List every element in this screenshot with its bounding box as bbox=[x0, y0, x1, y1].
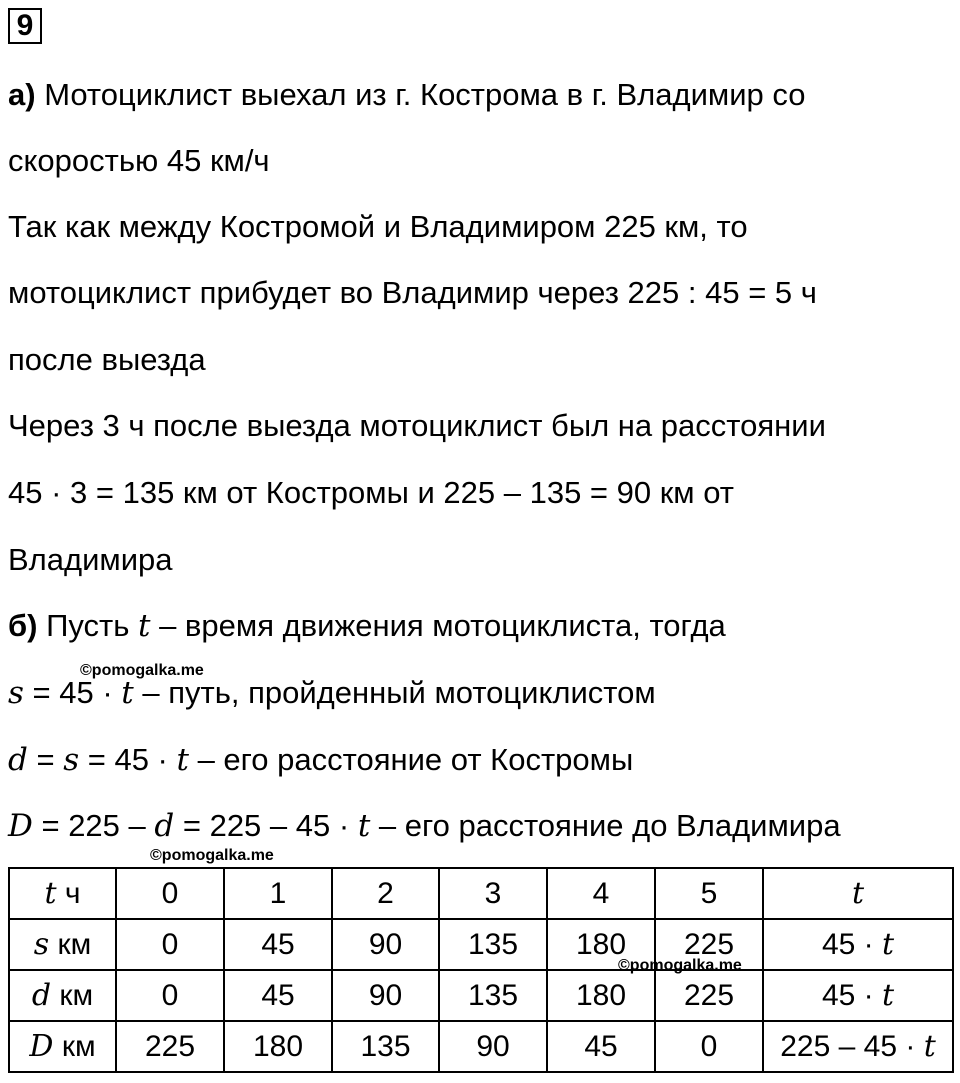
formula-text: 225 – 45 · bbox=[780, 1030, 924, 1063]
row-header bbox=[9, 919, 116, 970]
table-cell: 135 bbox=[332, 1021, 439, 1072]
table-cell: 90 bbox=[332, 919, 439, 970]
table-cell-formula bbox=[763, 1021, 953, 1072]
row-unit: ч bbox=[56, 877, 81, 910]
table-cell: 180 bbox=[547, 970, 655, 1021]
table-row bbox=[9, 919, 953, 970]
table-cell: 225 bbox=[116, 1021, 224, 1072]
row-header bbox=[9, 1021, 116, 1072]
var-t: t bbox=[881, 978, 895, 1013]
row-unit: км bbox=[51, 979, 94, 1012]
part-a-line-1 bbox=[8, 75, 805, 115]
var-d: d bbox=[154, 808, 175, 844]
var-D: D bbox=[8, 808, 33, 844]
row-var: t bbox=[44, 876, 57, 911]
task-number-badge: 9 bbox=[8, 8, 42, 44]
table-cell: 1 bbox=[224, 868, 332, 919]
var-t: t bbox=[121, 675, 134, 711]
table-cell: 3 bbox=[439, 868, 547, 919]
row-unit: км bbox=[53, 1030, 96, 1063]
row-header bbox=[9, 868, 116, 919]
formula-text: 45 · bbox=[821, 979, 882, 1012]
watermark: ©pomogalka.me bbox=[618, 957, 742, 974]
eq-text: = bbox=[27, 742, 64, 777]
table-row bbox=[9, 1021, 953, 1072]
table-cell: 4 bbox=[547, 868, 655, 919]
part-a-line-3: Так как между Костромой и Владимиром 225 км, то bbox=[8, 209, 748, 244]
eq-text: – его расстояние от Костромы bbox=[188, 742, 634, 777]
row-var: D bbox=[29, 1029, 54, 1064]
table-cell: 0 bbox=[655, 1021, 763, 1072]
table-cell: 0 bbox=[116, 919, 224, 970]
values-table bbox=[8, 867, 954, 1073]
var-t: t bbox=[176, 742, 189, 778]
table-cell: 90 bbox=[439, 1021, 547, 1072]
part-a-marker: а) bbox=[8, 77, 36, 112]
var-t: t bbox=[851, 876, 865, 911]
var-t: t bbox=[881, 927, 895, 962]
row-var: d bbox=[31, 978, 52, 1013]
var-s: s bbox=[63, 742, 80, 778]
eq-text: – путь, пройденный мотоциклистом bbox=[133, 675, 656, 710]
equation-d bbox=[8, 740, 633, 780]
part-a-line-7: 45 · 3 = 135 км от Костромы и 225 – 135 = 90 км от bbox=[8, 475, 734, 510]
table-cell: 225 bbox=[655, 970, 763, 1021]
row-unit: км bbox=[49, 928, 92, 961]
equation-s bbox=[8, 673, 656, 713]
table-cell: 135 bbox=[439, 970, 547, 1021]
table-cell: 135 bbox=[439, 919, 547, 970]
table-cell: 0 bbox=[116, 970, 224, 1021]
table-cell-formula bbox=[763, 868, 953, 919]
table-cell-formula bbox=[763, 919, 953, 970]
var-t: t bbox=[357, 808, 371, 844]
part-b-intro-post: – время движения мотоциклиста, тогда bbox=[150, 608, 726, 643]
eq-text: = 225 – 45 · bbox=[174, 808, 358, 843]
formula-text: 45 · bbox=[821, 928, 882, 961]
watermark: ©pomogalka.me bbox=[80, 662, 204, 679]
table-cell: 90 bbox=[332, 970, 439, 1021]
table-row bbox=[9, 970, 953, 1021]
eq-text: = 45 · bbox=[23, 675, 122, 710]
table-cell: 45 bbox=[547, 1021, 655, 1072]
table-cell-formula bbox=[763, 970, 953, 1021]
eq-text: = 225 – bbox=[32, 808, 155, 843]
part-a-line-4: мотоциклист прибудет во Владимир через 225 : 45 = 5 ч bbox=[8, 275, 817, 310]
part-a-line-5: после выезда bbox=[8, 342, 206, 377]
part-b-marker: б) bbox=[8, 608, 38, 643]
table-cell: 0 bbox=[116, 868, 224, 919]
row-header bbox=[9, 970, 116, 1021]
var-t: t bbox=[923, 1029, 936, 1064]
part-a-line-2: скоростью 45 км/ч bbox=[8, 143, 270, 178]
row-var: s bbox=[33, 927, 50, 962]
table-cell: 2 bbox=[332, 868, 439, 919]
part-b-intro bbox=[8, 606, 726, 646]
var-s: s bbox=[8, 675, 24, 711]
equation-D bbox=[8, 806, 841, 846]
watermark: ©pomogalka.me bbox=[150, 847, 274, 864]
part-a-line-1-text: Мотоциклист выехал из г. Кострома в г. Владимир со bbox=[35, 77, 806, 112]
table-cell: 225 bbox=[655, 919, 763, 970]
var-d: d bbox=[8, 742, 28, 778]
table-cell: 180 bbox=[224, 1021, 332, 1072]
part-a-line-8: Владимира bbox=[8, 542, 173, 577]
var-t: t bbox=[138, 608, 151, 644]
table-cell: 45 bbox=[224, 919, 332, 970]
table-cell: 5 bbox=[655, 868, 763, 919]
table-row bbox=[9, 868, 953, 919]
eq-text: – его расстояние до Владимира bbox=[370, 808, 841, 843]
part-b-intro-pre: Пусть bbox=[37, 608, 138, 643]
part-a-line-6: Через 3 ч после выезда мотоциклист был на расстоянии bbox=[8, 408, 826, 443]
table-cell: 180 bbox=[547, 919, 655, 970]
table-cell: 45 bbox=[224, 970, 332, 1021]
eq-text: = 45 · bbox=[79, 742, 177, 777]
